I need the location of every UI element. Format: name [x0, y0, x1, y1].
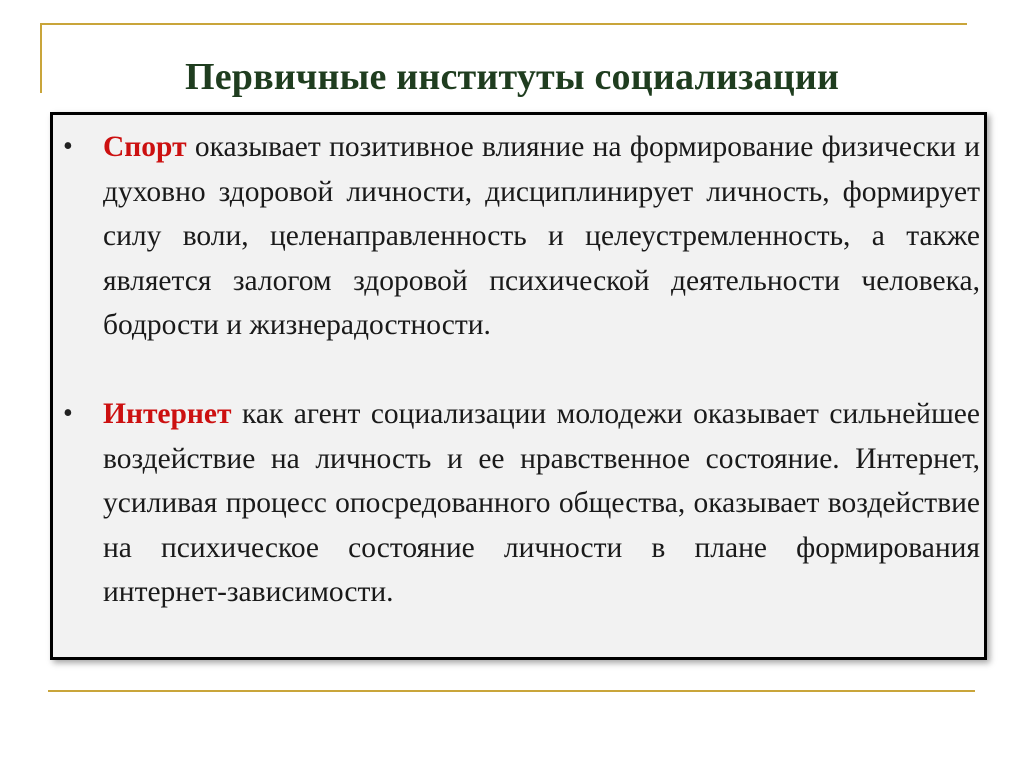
bullet-marker: • — [63, 398, 73, 429]
bullet-item-sport — [63, 125, 980, 348]
keyword-sport: Спорт — [103, 131, 187, 163]
bullet-marker: • — [63, 131, 73, 162]
content-box — [50, 112, 987, 660]
keyword-internet: Интернет — [103, 398, 232, 430]
bullet-body: как агент социализации молодежи оказывает сильнейшее воздействие на личность и ее нравственное состояние. Интернет, усиливая процесс опосредованного общества, оказывает воздействие на психическое состояние личности в плане формирования интернет-зависимости. — [103, 398, 980, 608]
bottom-decorative-rule — [48, 690, 975, 692]
slide-title: Первичные институты социализации — [184, 56, 840, 98]
bullet-text — [103, 392, 980, 615]
bullet-item-internet — [63, 392, 980, 615]
top-decorative-rule — [40, 23, 967, 25]
bullet-body: оказывает позитивное влияние на формирование физически и духовно здоровой личности, дисциплинирует личность, формирует силу воли, целенаправленность и целеустремленность, а также является залогом здоровой психической деятельности человека, бодрости и жизнерадостности. — [103, 131, 980, 341]
bullet-text — [103, 125, 980, 348]
